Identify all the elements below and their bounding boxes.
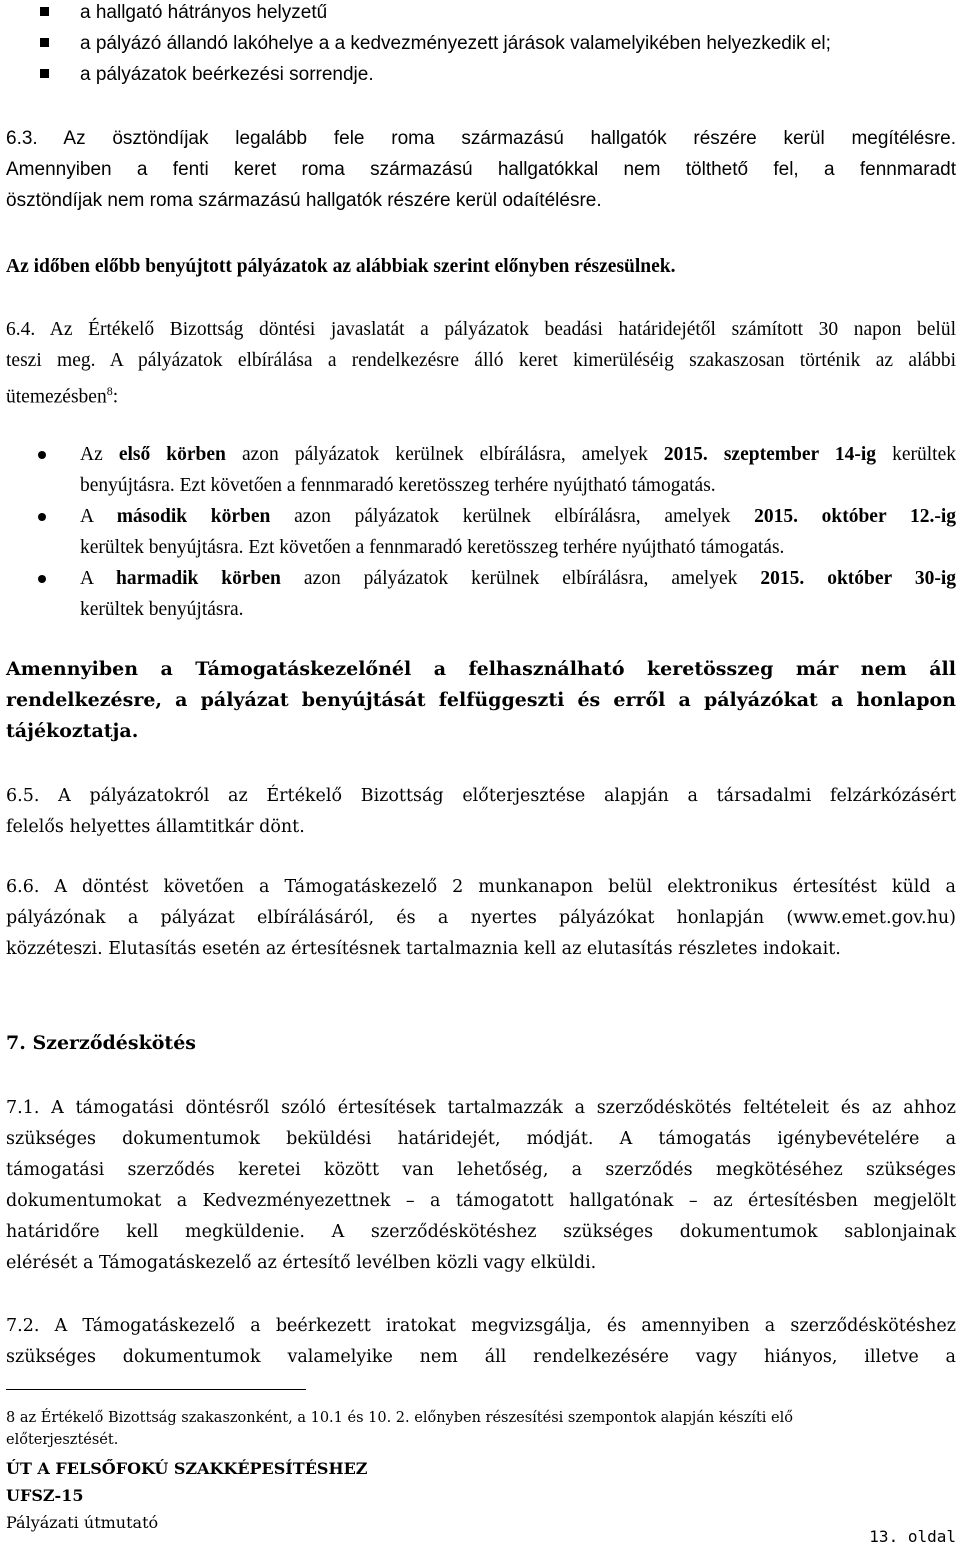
round-line: benyújtásra. Ezt követően a fennmaradó keretösszeg terhére nyújtható támogatás. <box>80 475 716 496</box>
list-item <box>6 0 956 28</box>
footnote-mark: 8 <box>6 1410 16 1426</box>
list-item <box>6 59 956 90</box>
list-item-text: a pályázó állandó lakóhelye a a kedvezményezett járások valamelyikében helyezkedik el; <box>80 33 831 54</box>
round-deadline: 2015. október 12.-ig <box>754 506 956 527</box>
paragraph-line: szükséges dokumentumok valamelyike nem áll rendelkezésére vagy hiányos, illetve a <box>6 1347 956 1367</box>
footer-subtitle: Pályázati útmutató <box>6 1513 159 1532</box>
footnote-line: előterjesztését. <box>6 1432 119 1448</box>
list-item <box>6 563 956 625</box>
paragraph-line: teszi meg. A pályázatok elbírálása a rendelkezésre álló keret kimerüléséig szakaszosan történik az alábbi <box>6 350 956 371</box>
paragraph-line: ösztöndíjak nem roma származású hallgatók részére kerül odaítélésre. <box>6 190 602 211</box>
list-item <box>6 501 956 563</box>
text: azon pályázatok kerülnek elbírálásra, amelyek <box>270 506 755 527</box>
footer-title: ÚT A FELSŐFOKÚ SZAKKÉPESÍTÉSHEZ <box>6 1459 368 1478</box>
text: A <box>80 506 117 527</box>
footnote-text: az Értékelő Bizottság szakaszonként, a 10.1 és 10. 2. előnyben részesítési szempontok alapján készíti elő <box>15 1410 794 1426</box>
priority-note: Az időben előbb benyújtott pályázatok az alábbiak szerint előnyben részesülnek. <box>6 256 676 277</box>
paragraph-7-1 <box>6 1093 956 1279</box>
footnote-ref: 8 <box>106 384 113 398</box>
colon: : <box>112 386 119 408</box>
text: A <box>80 568 116 589</box>
paragraph-line: pályázónak a pályázat elbírálásáról, és a nyertes pályázókat honlapján (www.emet.gov.hu) <box>6 908 956 928</box>
round-name: harmadik körben <box>115 568 281 589</box>
paragraph-line: 6.6. A döntést követően a Támogatáskezelő 2 munkanapon belül elektronikus értesítést küld a <box>6 877 956 897</box>
round-line: kerültek benyújtásra. Ezt követően a fennmaradó keretösszeg terhére nyújtható támogatás. <box>80 537 785 558</box>
bullet-dot-icon <box>38 513 46 521</box>
page-number: 13. oldal <box>869 1527 956 1546</box>
round-name: első körben <box>118 444 226 465</box>
paragraph-6-3 <box>6 123 956 216</box>
round-name: második körben <box>116 506 271 527</box>
list-item-text: a hallgató hátrányos helyzetű <box>80 2 328 23</box>
paragraph-line: határidőre kell megküldenie. A szerződéskötéshez szükséges dokumentumok sablonjainak <box>6 1222 956 1242</box>
section-heading: 7. Szerződéskötés <box>6 1032 196 1054</box>
round-line <box>80 501 956 532</box>
paragraph-line: Amennyiben a Támogatáskezelőnél a felhasználható keretösszeg már nem áll <box>6 658 956 680</box>
paragraph-line: 7.1. A támogatási döntésről szóló értesítések tartalmazzák a szerződéskötés feltételeit és az ahhoz <box>6 1098 956 1118</box>
paragraph-6-4 <box>6 314 956 413</box>
funding-exhausted-paragraph <box>6 654 956 747</box>
rounds-list <box>6 439 956 625</box>
footnote-line <box>6 1407 956 1429</box>
round-deadline: 2015. szeptember 14-ig <box>663 444 877 465</box>
paragraph-line: tájékoztatja. <box>6 720 139 742</box>
schedule-word: ütemezésben <box>6 386 107 408</box>
paragraph-line: 6.4. Az Értékelő Bizottság döntési javaslatát a pályázatok beadási határidejétől számított 30 napon belül <box>6 319 956 340</box>
text: azon pályázatok kerülnek elbírálásra, amelyek <box>225 444 664 465</box>
footnote <box>6 1407 956 1451</box>
page-footer <box>6 1455 956 1536</box>
text: Az <box>80 444 119 465</box>
text: kerültek <box>876 444 956 465</box>
round-line <box>80 439 956 470</box>
list-item <box>6 28 956 59</box>
paragraph-line: elérését a Támogatáskezelő az értesítő levélben közli vagy elküldi. <box>6 1253 597 1273</box>
paragraph-7-2 <box>6 1311 956 1373</box>
paragraph-line: 6.5. A pályázatokról az Értékelő Bizottság előterjesztése alapján a társadalmi felzárkózásért <box>6 786 956 806</box>
list-item-text: a pályázatok beérkezési sorrendje. <box>80 64 374 85</box>
paragraph-line: Amennyiben a fenti keret roma származású hallgatókkal nem tölthető fel, a fennmaradt <box>6 159 956 180</box>
paragraph-line: felelős helyettes államtitkár dönt. <box>6 817 305 837</box>
paragraph-line: 6.3. Az ösztöndíjak legalább fele roma származású hallgatók részére kerül megítélésre. <box>6 128 956 149</box>
paragraph-6-6 <box>6 872 956 965</box>
footer-code: UFSZ-15 <box>6 1486 84 1505</box>
text: azon pályázatok kerülnek elbírálásra, amelyek <box>280 568 761 589</box>
criteria-list <box>6 0 956 90</box>
list-item <box>6 439 956 501</box>
paragraph-line: rendelkezésre, a pályázat benyújtását felfüggeszti és erről a pályázókat a honlapon <box>6 689 956 711</box>
paragraph-line <box>6 376 956 413</box>
bullet-dot-icon <box>38 575 46 583</box>
paragraph-6-5 <box>6 781 956 843</box>
paragraph-line: 7.2. A Támogatáskezelő a beérkezett iratokat megvizsgálja, és amennyiben a szerződéskötéshez <box>6 1316 956 1336</box>
footnote-divider <box>6 1389 306 1390</box>
paragraph-line: szükséges dokumentumok beküldési határidejét, módját. A támogatás igénybevételére a <box>6 1129 956 1149</box>
paragraph-line: közzéteszi. Elutasítás esetén az értesítésnek tartalmaznia kell az elutasítás részletes indokait. <box>6 939 841 959</box>
paragraph-line: támogatási szerződés keretei között van lehetőség, a szerződés megkötéséhez szükséges <box>6 1160 956 1180</box>
round-line <box>80 563 956 594</box>
round-deadline: 2015. október 30-ig <box>760 568 956 589</box>
bullet-dot-icon <box>38 451 46 459</box>
round-line: kerültek benyújtásra. <box>80 599 244 620</box>
paragraph-line: dokumentumokat a Kedvezményezettnek – a támogatott hallgatónak – az értesítésben megjelölt <box>6 1191 956 1211</box>
